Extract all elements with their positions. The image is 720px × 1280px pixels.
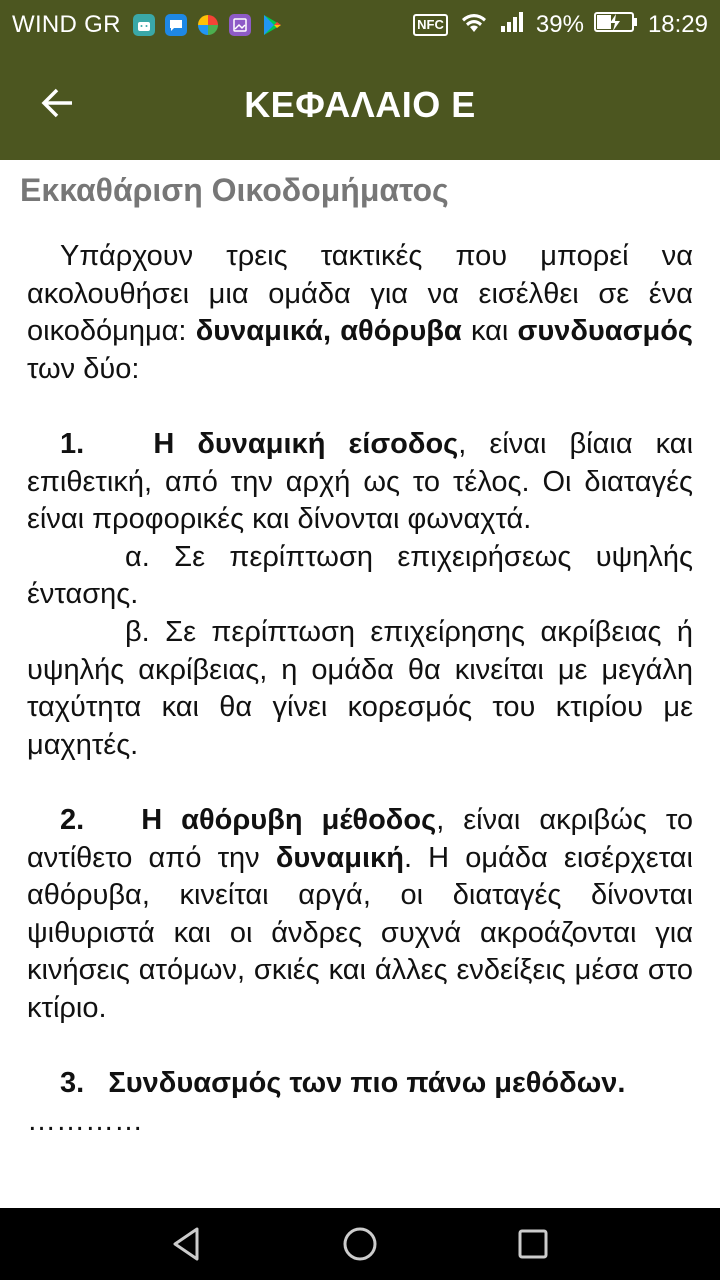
signal-icon xyxy=(500,10,526,41)
item-1-text: , είναι βίαια και επιθετική, από την αρχή ως το τέλος. Οι διαταγές είναι προφορικές και δίνονται φωναχτά. xyxy=(27,427,694,536)
wifi-icon xyxy=(458,10,490,41)
item-1-title: Η δυναμική είσοδος xyxy=(153,427,459,460)
back-button[interactable] xyxy=(32,78,82,128)
item-1-sub-b: β. Σε περίπτωση επιχείρησης ακρίβειας ή υψηλής ακρίβειας, η ομάδα θα κινείται με μεγάλη ταχύτητα και θα γίνει κορεσμός του κτιρίου με μαχητές. xyxy=(27,615,693,761)
app-bar xyxy=(0,50,720,160)
status-right xyxy=(413,10,720,41)
nav-home-button[interactable] xyxy=(330,1214,390,1274)
nfc-icon: NFC xyxy=(413,14,448,36)
item-3-number: 3. xyxy=(60,1067,85,1100)
intro-text-3: των δύο: xyxy=(27,352,140,385)
nav-recents-button[interactable] xyxy=(503,1214,563,1274)
item-3-continuation: ………… xyxy=(27,1104,143,1137)
item-1-number: 1. xyxy=(60,427,85,460)
list-item-1 xyxy=(27,426,693,539)
intro-bold-1: δυναμικά, αθόρυβα xyxy=(195,315,462,348)
battery-percent: 39% xyxy=(535,11,584,38)
intro-bold-2: συνδυασμός xyxy=(517,315,694,348)
carrier-name: WIND GR xyxy=(12,11,121,38)
pinwheel-icon xyxy=(197,14,219,36)
article-body xyxy=(27,238,693,1140)
circle-home-icon xyxy=(340,1224,380,1264)
clock: 18:29 xyxy=(647,11,708,38)
item-2-text-1: , είναι ακριβώς το αντίθετο από την xyxy=(27,803,693,874)
intro-text-1: Υπάρχουν τρεις τακτικές που μπορεί να ακολουθήσει μια ομάδα για να εισέλθει σε ένα οικοδόμημα: xyxy=(27,240,693,348)
section-heading: Εκκαθάριση Οικοδομήματος xyxy=(20,172,449,208)
content-area[interactable] xyxy=(0,160,720,1208)
status-bar xyxy=(0,0,720,50)
intro-text-2: και xyxy=(461,315,518,348)
item-3-title: Συνδυασμός των πιο πάνω μεθόδων. xyxy=(108,1067,626,1100)
item-2-text-2: . Η ομάδα εισέρχεται αθόρυβα, κινείται αργά, οι διαταγές δίνονται ψιθυριστά και οι άνδρες συχνά ακροάζονται για κινήσεις ατόμων, σκιές και άλλες ενδείξεις μέσα στο κτίριο. xyxy=(27,841,693,1024)
list-item-3 xyxy=(27,1065,693,1103)
page-title: ΚΕΦΑΛΑΙΟ Ε xyxy=(244,84,476,125)
item-2-number: 2. xyxy=(60,803,85,836)
item-2-title: Η αθόρυβη μέθοδος xyxy=(141,803,437,836)
play-store-icon xyxy=(261,14,283,36)
item-1-sub-a: α. Σε περίπτωση επιχειρήσεως υψηλής έντασης. xyxy=(27,540,693,611)
item-2-bold-2: δυναμική xyxy=(275,841,404,874)
navigation-bar xyxy=(0,1208,720,1280)
arrow-back-icon xyxy=(39,85,75,121)
photo-icon xyxy=(229,14,251,36)
list-item-2 xyxy=(27,802,693,1028)
triangle-back-icon xyxy=(167,1224,207,1264)
battery-charging-icon xyxy=(594,10,638,41)
android-icon xyxy=(133,14,155,36)
status-left xyxy=(0,11,283,39)
square-recents-icon xyxy=(513,1224,553,1264)
message-icon xyxy=(165,14,187,36)
intro-paragraph xyxy=(27,238,693,388)
nav-back-button[interactable] xyxy=(157,1214,217,1274)
